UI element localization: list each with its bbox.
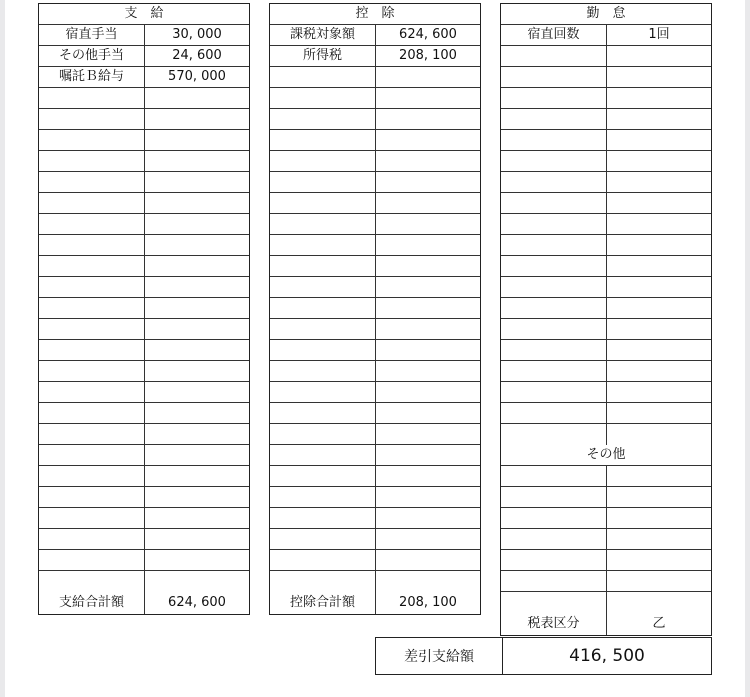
row-value bbox=[376, 298, 480, 318]
table-row bbox=[270, 46, 480, 67]
row-label bbox=[39, 214, 145, 234]
table-row bbox=[270, 466, 480, 487]
row-label bbox=[270, 109, 376, 129]
row-value bbox=[376, 361, 480, 381]
row-value bbox=[607, 340, 711, 360]
row-value bbox=[607, 235, 711, 255]
row-label bbox=[270, 445, 376, 465]
table-row bbox=[270, 550, 480, 571]
row-value bbox=[376, 172, 480, 192]
row-value bbox=[376, 550, 480, 570]
kintai-total-value: 乙 bbox=[652, 616, 666, 631]
table-row bbox=[270, 403, 480, 424]
shikyu-table bbox=[38, 3, 250, 615]
row-label bbox=[270, 151, 376, 171]
row-label bbox=[39, 109, 145, 129]
row-label bbox=[501, 130, 607, 150]
row-value bbox=[145, 319, 249, 339]
table-row bbox=[39, 508, 249, 529]
row-label bbox=[501, 46, 607, 66]
table-row bbox=[270, 298, 480, 319]
row-label: その他手当 bbox=[39, 46, 145, 66]
row-value bbox=[376, 340, 480, 360]
row-value bbox=[376, 382, 480, 402]
row-label bbox=[39, 445, 145, 465]
row-value bbox=[607, 298, 711, 318]
table-row bbox=[270, 319, 480, 340]
table-row bbox=[39, 466, 249, 487]
row-label: 所得税 bbox=[270, 46, 376, 66]
row-label bbox=[39, 130, 145, 150]
table-row bbox=[270, 193, 480, 214]
row-label bbox=[270, 571, 376, 592]
row-label bbox=[39, 529, 145, 549]
row-label bbox=[270, 424, 376, 444]
row-label bbox=[501, 109, 607, 129]
row-label bbox=[501, 508, 607, 528]
row-label bbox=[39, 361, 145, 381]
table-row bbox=[270, 214, 480, 235]
row-value bbox=[145, 88, 249, 108]
row-label bbox=[270, 529, 376, 549]
table-row bbox=[270, 529, 480, 550]
row-value bbox=[145, 382, 249, 402]
row-value bbox=[607, 508, 711, 528]
row-label bbox=[501, 487, 607, 507]
table-row bbox=[39, 67, 249, 88]
table-row bbox=[39, 319, 249, 340]
row-label bbox=[270, 319, 376, 339]
row-label bbox=[270, 277, 376, 297]
row-value bbox=[376, 151, 480, 171]
row-value bbox=[376, 571, 480, 592]
row-value bbox=[607, 571, 711, 591]
table-row bbox=[39, 151, 249, 172]
table-row bbox=[501, 88, 711, 109]
kojo-total-value: 208, 100 bbox=[399, 595, 457, 610]
row-value bbox=[145, 193, 249, 213]
row-value: 1回 bbox=[648, 27, 670, 42]
row-value bbox=[607, 466, 711, 486]
table-row bbox=[501, 130, 711, 151]
row-label bbox=[501, 571, 607, 591]
table-row bbox=[39, 25, 249, 46]
row-label bbox=[270, 172, 376, 192]
row-value bbox=[607, 319, 711, 339]
table-row bbox=[270, 25, 480, 46]
table-row bbox=[501, 193, 711, 214]
row-value bbox=[376, 130, 480, 150]
table-row bbox=[39, 172, 249, 193]
row-value bbox=[145, 487, 249, 507]
row-value bbox=[607, 487, 711, 507]
table-row bbox=[501, 256, 711, 277]
table-row bbox=[39, 550, 249, 571]
table-row bbox=[501, 424, 711, 445]
other-header: その他 bbox=[586, 447, 626, 462]
table-row bbox=[501, 487, 711, 508]
row-label bbox=[39, 424, 145, 444]
row-label bbox=[39, 172, 145, 192]
row-value bbox=[607, 88, 711, 108]
kintai-total-label: 税表区分 bbox=[501, 613, 607, 635]
row-label bbox=[501, 550, 607, 570]
row-value bbox=[145, 445, 249, 465]
row-label bbox=[501, 151, 607, 171]
row-value bbox=[145, 340, 249, 360]
row-label bbox=[501, 172, 607, 192]
row-label bbox=[270, 235, 376, 255]
row-value bbox=[376, 319, 480, 339]
row-label bbox=[270, 403, 376, 423]
row-value bbox=[145, 298, 249, 318]
row-value bbox=[376, 109, 480, 129]
table-row bbox=[270, 67, 480, 88]
table-row bbox=[270, 445, 480, 466]
row-label bbox=[501, 298, 607, 318]
row-value: 570, 000 bbox=[168, 69, 226, 84]
payslip-page bbox=[5, 0, 745, 697]
row-label bbox=[39, 466, 145, 486]
table-row bbox=[270, 130, 480, 151]
table-row bbox=[501, 25, 711, 46]
table-row bbox=[270, 172, 480, 193]
table-row bbox=[39, 235, 249, 256]
kintai-total-row bbox=[501, 613, 711, 635]
row-label: 課税対象額 bbox=[270, 25, 376, 45]
row-value bbox=[607, 130, 711, 150]
row-value: 208, 100 bbox=[399, 48, 457, 63]
row-label bbox=[270, 508, 376, 528]
row-value bbox=[607, 193, 711, 213]
row-label bbox=[270, 466, 376, 486]
row-label bbox=[501, 235, 607, 255]
row-label: 嘱託Ｂ給与 bbox=[39, 67, 145, 87]
table-row bbox=[270, 487, 480, 508]
kintai-header: 勤 怠 bbox=[586, 6, 626, 21]
table-row bbox=[39, 298, 249, 319]
table-row bbox=[501, 361, 711, 382]
row-value bbox=[376, 529, 480, 549]
row-label bbox=[270, 550, 376, 570]
table-row bbox=[39, 571, 249, 592]
net-pay-label: 差引支給額 bbox=[376, 638, 503, 674]
row-label bbox=[270, 340, 376, 360]
row-value bbox=[145, 424, 249, 444]
table-row bbox=[501, 235, 711, 256]
row-label bbox=[501, 592, 607, 613]
row-label: 宿直手当 bbox=[39, 25, 145, 45]
table-row bbox=[501, 382, 711, 403]
table-row bbox=[501, 592, 711, 613]
row-value bbox=[145, 571, 249, 592]
row-value bbox=[145, 361, 249, 381]
row-value bbox=[145, 550, 249, 570]
table-row bbox=[501, 403, 711, 424]
row-label bbox=[501, 319, 607, 339]
table-row bbox=[270, 424, 480, 445]
row-label bbox=[39, 319, 145, 339]
table-row bbox=[501, 109, 711, 130]
row-value bbox=[376, 235, 480, 255]
table-row bbox=[501, 67, 711, 88]
row-label bbox=[501, 382, 607, 402]
row-label bbox=[501, 424, 607, 445]
row-value: 30, 000 bbox=[172, 27, 222, 42]
row-label bbox=[501, 361, 607, 381]
row-label bbox=[501, 403, 607, 423]
table-row bbox=[270, 88, 480, 109]
table-row bbox=[39, 361, 249, 382]
table-row bbox=[270, 151, 480, 172]
row-value bbox=[607, 382, 711, 402]
row-value bbox=[607, 277, 711, 297]
table-row bbox=[39, 487, 249, 508]
row-value: 24, 600 bbox=[172, 48, 222, 63]
row-label bbox=[270, 487, 376, 507]
row-label bbox=[501, 256, 607, 276]
kojo-total-row bbox=[270, 592, 480, 614]
table-row bbox=[501, 550, 711, 571]
row-value bbox=[145, 466, 249, 486]
table-row bbox=[270, 382, 480, 403]
table-row bbox=[270, 109, 480, 130]
row-label bbox=[39, 571, 145, 592]
row-label bbox=[39, 235, 145, 255]
row-value bbox=[376, 466, 480, 486]
row-value bbox=[376, 277, 480, 297]
table-row bbox=[501, 466, 711, 487]
table-row bbox=[39, 277, 249, 298]
table-row bbox=[270, 508, 480, 529]
row-value bbox=[607, 592, 711, 613]
row-value bbox=[607, 109, 711, 129]
row-label bbox=[501, 529, 607, 549]
net-pay-value: 416, 500 bbox=[569, 646, 645, 666]
row-value bbox=[376, 487, 480, 507]
row-label bbox=[501, 67, 607, 87]
row-value bbox=[376, 508, 480, 528]
row-value bbox=[145, 130, 249, 150]
row-label: 宿直回数 bbox=[501, 25, 607, 45]
row-value bbox=[607, 151, 711, 171]
row-label bbox=[501, 277, 607, 297]
row-value bbox=[376, 424, 480, 444]
row-value bbox=[145, 403, 249, 423]
row-label bbox=[39, 403, 145, 423]
row-value bbox=[145, 529, 249, 549]
row-value bbox=[607, 46, 711, 66]
row-value bbox=[607, 550, 711, 570]
row-label bbox=[39, 487, 145, 507]
kojo-total-label: 控除合計額 bbox=[270, 592, 376, 614]
row-label bbox=[270, 67, 376, 87]
row-label bbox=[39, 151, 145, 171]
table-row bbox=[270, 256, 480, 277]
table-row bbox=[501, 571, 711, 592]
row-value bbox=[376, 214, 480, 234]
table-row bbox=[270, 361, 480, 382]
table-row bbox=[270, 235, 480, 256]
row-label bbox=[501, 214, 607, 234]
row-label bbox=[270, 298, 376, 318]
row-label bbox=[501, 193, 607, 213]
row-label bbox=[39, 382, 145, 402]
table-row bbox=[39, 340, 249, 361]
row-label bbox=[39, 550, 145, 570]
row-value bbox=[376, 403, 480, 423]
table-row bbox=[270, 571, 480, 592]
row-label bbox=[501, 466, 607, 486]
row-value: 624, 600 bbox=[399, 27, 457, 42]
row-label bbox=[270, 193, 376, 213]
row-value bbox=[145, 151, 249, 171]
row-value bbox=[145, 256, 249, 276]
table-row bbox=[39, 382, 249, 403]
kintai-table bbox=[500, 3, 712, 636]
row-value bbox=[607, 172, 711, 192]
table-row bbox=[39, 193, 249, 214]
row-value bbox=[607, 67, 711, 87]
row-value bbox=[145, 214, 249, 234]
row-value bbox=[607, 424, 711, 445]
row-value bbox=[607, 214, 711, 234]
row-label bbox=[270, 214, 376, 234]
table-row bbox=[501, 298, 711, 319]
table-row bbox=[501, 508, 711, 529]
row-value bbox=[145, 235, 249, 255]
row-value bbox=[607, 529, 711, 549]
table-row bbox=[501, 277, 711, 298]
table-row bbox=[39, 46, 249, 67]
table-row bbox=[39, 109, 249, 130]
table-row bbox=[501, 319, 711, 340]
table-row bbox=[501, 46, 711, 67]
net-pay-box bbox=[375, 637, 712, 675]
table-row bbox=[501, 340, 711, 361]
shikyu-total-value: 624, 600 bbox=[168, 595, 226, 610]
table-row bbox=[39, 403, 249, 424]
table-row bbox=[39, 88, 249, 109]
table-row bbox=[39, 445, 249, 466]
row-label bbox=[39, 88, 145, 108]
table-row bbox=[501, 529, 711, 550]
table-row bbox=[39, 214, 249, 235]
row-label bbox=[501, 88, 607, 108]
row-value bbox=[376, 67, 480, 87]
table-row bbox=[39, 256, 249, 277]
row-label bbox=[270, 130, 376, 150]
row-value bbox=[145, 277, 249, 297]
row-value bbox=[376, 256, 480, 276]
shikyu-total-label: 支給合計額 bbox=[39, 592, 145, 614]
row-value bbox=[376, 445, 480, 465]
row-label bbox=[39, 256, 145, 276]
table-row bbox=[39, 529, 249, 550]
row-value bbox=[376, 193, 480, 213]
row-label bbox=[270, 88, 376, 108]
table-row bbox=[501, 214, 711, 235]
row-value bbox=[145, 109, 249, 129]
row-value bbox=[607, 256, 711, 276]
row-label bbox=[39, 193, 145, 213]
table-row bbox=[501, 172, 711, 193]
table-row bbox=[39, 424, 249, 445]
row-label bbox=[39, 298, 145, 318]
row-value bbox=[607, 361, 711, 381]
row-value bbox=[376, 88, 480, 108]
row-label bbox=[270, 382, 376, 402]
row-value bbox=[607, 403, 711, 423]
table-row bbox=[39, 130, 249, 151]
row-label bbox=[501, 340, 607, 360]
row-label bbox=[39, 340, 145, 360]
kojo-table bbox=[269, 3, 481, 615]
kojo-header: 控 除 bbox=[355, 6, 395, 21]
row-label bbox=[270, 361, 376, 381]
row-label bbox=[270, 256, 376, 276]
shikyu-header: 支 給 bbox=[124, 6, 164, 21]
row-value bbox=[145, 172, 249, 192]
table-row bbox=[270, 340, 480, 361]
table-row bbox=[270, 277, 480, 298]
row-value bbox=[145, 508, 249, 528]
row-label bbox=[39, 277, 145, 297]
shikyu-total-row bbox=[39, 592, 249, 614]
row-label bbox=[39, 508, 145, 528]
table-row bbox=[501, 151, 711, 172]
